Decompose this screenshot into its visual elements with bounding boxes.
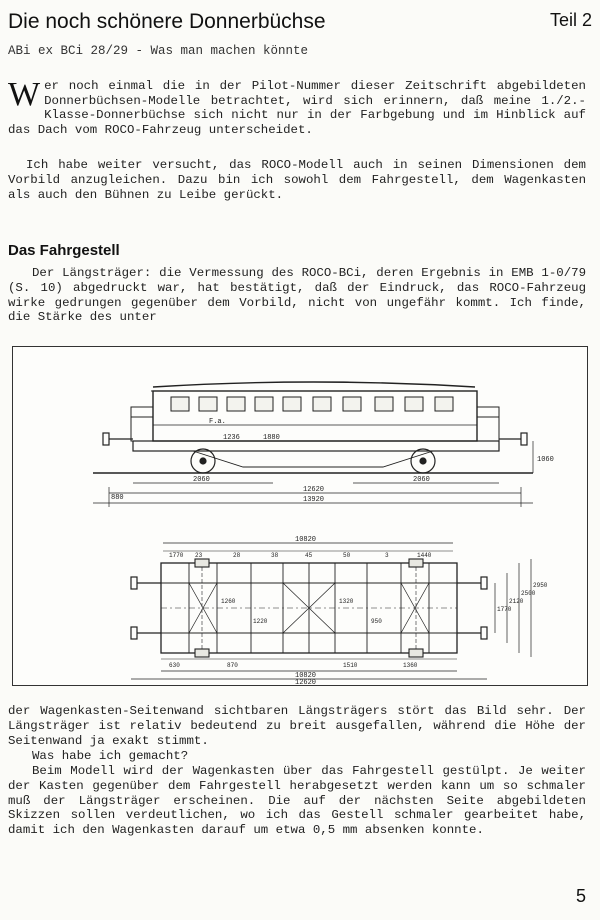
dim-label: 1220 (253, 618, 268, 625)
platform-right (477, 407, 499, 441)
dim-label: 2060 (193, 476, 210, 484)
dim-label: 2060 (413, 476, 430, 484)
dim-label: 880 (111, 494, 124, 502)
intro-paragraph-2: Ich habe weiter versucht, das ROCO-Modell auch in seinen Dimensionen dem Vorbild anzugleichen. Dazu bin ich sowohl dem Fahrgestell, dem Wagenkasten als auch den Bühnen zu Leibe gerückt. (8, 158, 586, 202)
continuation-paragraph-3: Beim Modell wird der Wagenkasten über das Fahrgestell gestülpt. Je weiter der Kasten gegenüber dem Fahrgestell herabgesetzt werden kann um so schmaler muß der Längsträger erscheinen. Die auf der nächsten Seite abgebildeten Skizzen sollen verdeutlichen, wo ich das Gestell schmaler gearbeitet habe, damit ich den Wagenkasten darauf um etwa 0,5 mm absenken konnte. (8, 764, 586, 838)
underframe (133, 441, 499, 451)
dim-label: 10820 (295, 536, 317, 544)
dim-label: 12620 (295, 679, 317, 685)
dim-label: 630 (169, 662, 180, 669)
roof-line (153, 382, 475, 387)
truss-rod (193, 451, 433, 467)
dim-label: 10820 (295, 672, 317, 680)
dim-label: 1510 (343, 662, 358, 669)
dim-label: 1360 (403, 662, 418, 669)
dim-label: 2950 (533, 582, 548, 589)
wheel-sets (191, 449, 435, 473)
page-header (8, 10, 592, 38)
dim-label: 3 (385, 552, 389, 559)
section-heading: Das Fahrgestell (8, 242, 120, 259)
buffers (103, 433, 527, 445)
dim-label: F.a. (209, 418, 226, 426)
dim-label: 1770 (497, 606, 512, 613)
platform-left (131, 407, 153, 441)
intro-paragraph-text: er noch einmal die in der Pilot-Nummer dieser Zeitschrift abgebildeten Donnerbüchsen-Modelle betrachtet, wird sich erinnern, daß meine 1./2.-Klasse-Donnerbüchse sich nicht nur in der Farbgebung und im Hinblick auf das Dach vom ROCO-Fahrzeug unterscheidet. (8, 78, 586, 138)
dim-label: 12620 (303, 486, 325, 494)
technical-drawing (12, 346, 588, 686)
dim-label: 23 (195, 552, 203, 559)
section-paragraph: Der Längsträger: die Vermessung des ROCO-BCi, deren Ergebnis in EMB 1-0/79 (S. 10) abgedruckt war, hat bestätigt, daß der Eindruck, das ROCO-Fahrzeug wirke gedrungen gegenüber dem Vorbild, nicht von ungefähr kommt. Ich finde, die Stärke des unter (8, 266, 586, 325)
side-elevation (93, 382, 554, 507)
plan-view (131, 536, 548, 685)
drop-cap: W (8, 75, 41, 113)
continuation-paragraph-1: der Wagenkasten-Seitenwand sichtbaren Längsträgers stört das Bild sehr. Der Längsträger ist relativ bedeutend zu breit ausgefallen, während die Höhe der Seitenwand ja exakt stimmt. (8, 704, 586, 748)
article-title: Die noch schönere Donnerbüchse (8, 10, 326, 33)
dim-label: 1260 (221, 598, 236, 605)
dim-label: 2120 (509, 598, 524, 605)
continuation-paragraph-2: Was habe ich gemacht? (32, 749, 189, 763)
dim-label: 45 (305, 552, 313, 559)
window-row (171, 397, 453, 411)
dim-label: 38 (271, 552, 279, 559)
dim-label: 1320 (339, 598, 354, 605)
dim-label: 2500 (521, 590, 536, 597)
article-subtitle: ABi ex BCi 28/29 - Was man machen könnte (8, 44, 309, 58)
dim-label: 13920 (303, 496, 325, 504)
dim-label: 1060 (537, 456, 554, 464)
dim-label: 1770 (169, 552, 184, 559)
page-number: 5 (575, 886, 586, 906)
drawing-svg (13, 347, 587, 685)
dim-label: 28 (233, 552, 241, 559)
dim-label: 1440 (417, 552, 432, 559)
dim-label: 1236 (223, 434, 240, 442)
dim-label: 1880 (263, 434, 280, 442)
dim-label: 50 (343, 552, 351, 559)
part-label: Teil 2 (549, 10, 592, 30)
intro-paragraph (8, 64, 586, 138)
dim-label: 950 (371, 618, 382, 625)
dim-label: 870 (227, 662, 238, 669)
